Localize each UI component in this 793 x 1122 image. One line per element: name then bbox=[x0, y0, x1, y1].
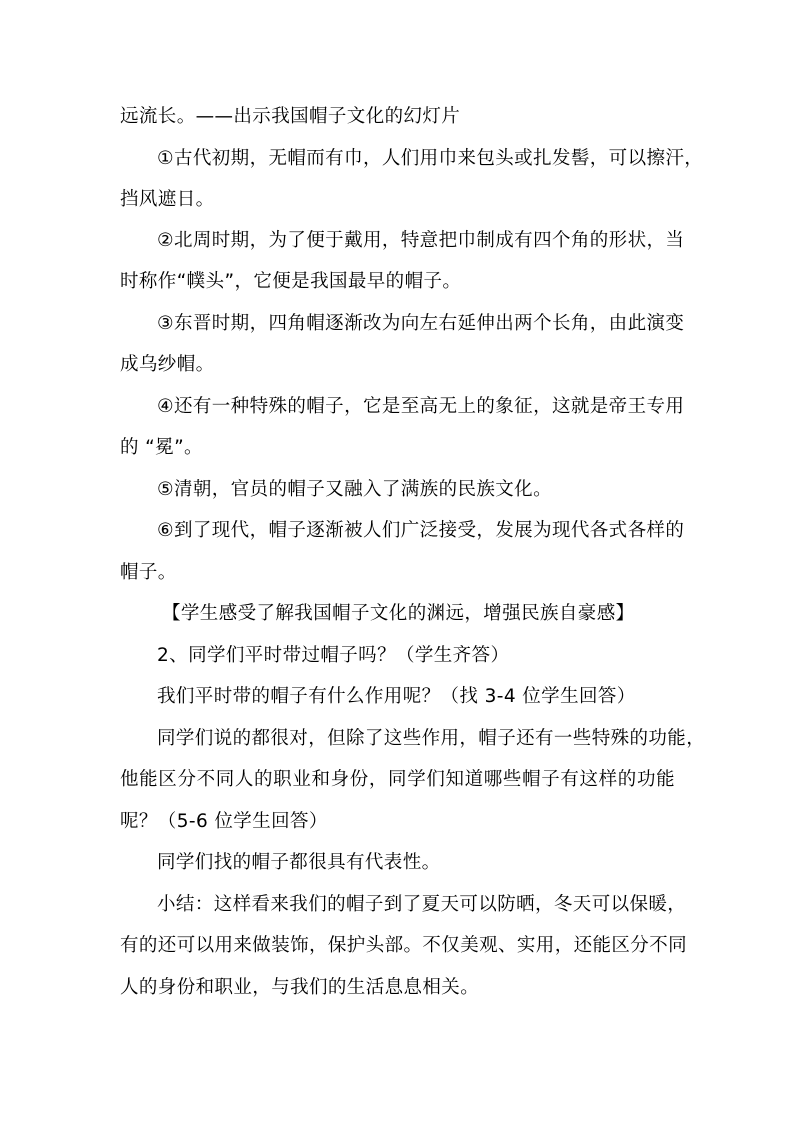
text-line: ③东晋时期，四角帽逐渐改为向左右延伸出两个长角，由此演变 bbox=[157, 313, 685, 334]
text-line: 【学生感受了解我国帽子文化的渊远，增强民族自豪感】 bbox=[162, 603, 635, 624]
text-line: ⑤清朝，官员的帽子又融入了满族的民族文化。 bbox=[157, 479, 552, 500]
text-line: 我们平时带的帽子有什么作用呢？（找 3-4 位学生回答） bbox=[157, 686, 636, 707]
text-line: 人的身份和职业，与我们的生活息息相关。 bbox=[120, 977, 480, 998]
text-line: 呢？（5-6 位学生回答） bbox=[120, 811, 328, 832]
text-line: 同学们找的帽子都很具有代表性。 bbox=[157, 852, 441, 873]
text-line: 时称作“幞头”，它便是我国最早的帽子。 bbox=[120, 271, 462, 292]
text-line: ④还有一种特殊的帽子，它是至高无上的象征，这就是帝王专用 bbox=[157, 396, 685, 417]
text-line: 挡风遮日。 bbox=[120, 189, 215, 210]
text-line: 帽子。 bbox=[120, 562, 177, 583]
text-line: 小结：这样看来我们的帽子到了夏天可以防晒，冬天可以保暖， bbox=[157, 894, 687, 915]
text-line: 的 “冕”。 bbox=[120, 437, 203, 458]
text-line: 2、同学们平时带过帽子吗？（学生齐答） bbox=[157, 645, 510, 666]
text-line: ①古代初期，无帽而有巾，人们用巾来包头或扎发髻，可以擦汗， bbox=[157, 148, 704, 169]
text-line: 同学们说的都很对，但除了这些作用，帽子还有一些特殊的功能， bbox=[157, 728, 706, 749]
text-line: ⑥到了现代，帽子逐渐被人们广泛接受，发展为现代各式各样的 bbox=[157, 520, 685, 541]
text-line: ②北周时期，为了便于戴用，特意把巾制成有四个角的形状，当 bbox=[157, 230, 685, 251]
text-line: 成乌纱帽。 bbox=[120, 354, 215, 375]
text-line: 远流长。——出示我国帽子文化的幻灯片 bbox=[120, 106, 461, 127]
text-line: 他能区分不同人的职业和身份，同学们知道哪些帽子有这样的功能 bbox=[120, 769, 675, 790]
text-line: 有的还可以用来做装饰，保护头部。不仅美观、实用，还能区分不同 bbox=[120, 935, 688, 956]
